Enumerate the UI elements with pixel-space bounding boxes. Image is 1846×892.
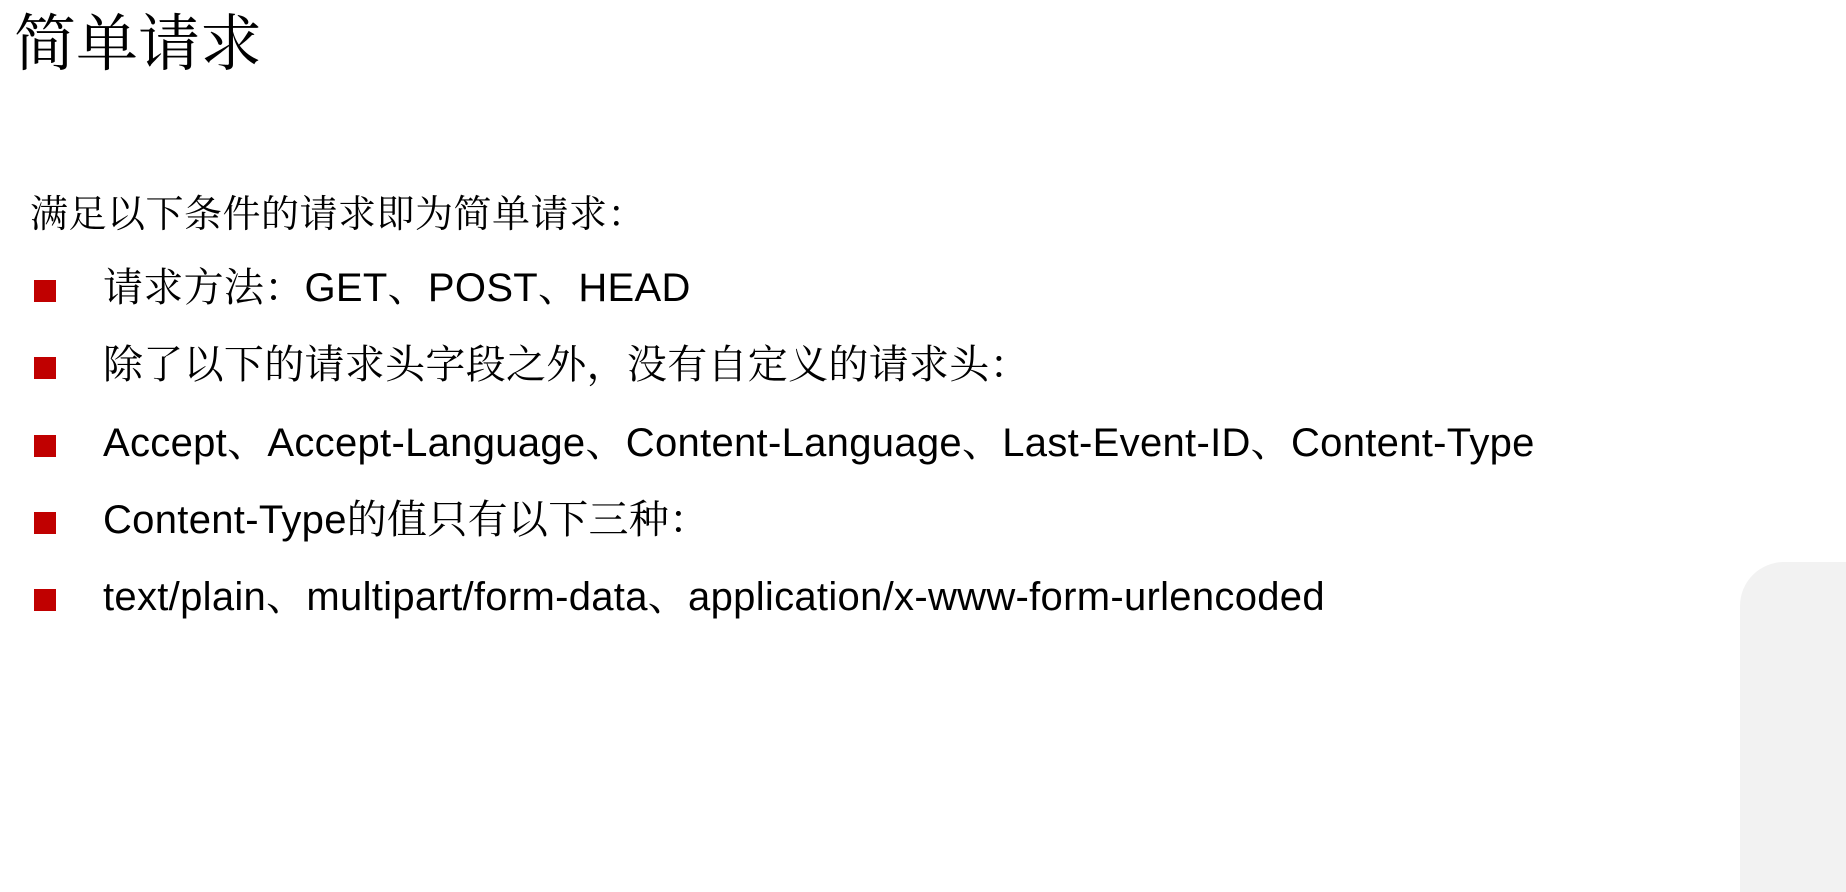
- list-item-label: Accept、Accept-Language、Content-Language、Last-Event-ID、Content-Type: [103, 420, 1535, 465]
- slide-body: [30, 190, 1820, 649]
- intro-text: 满足以下条件的请求即为简单请求：: [30, 194, 647, 236]
- list-item: [30, 495, 1820, 546]
- list-item-label: 除了以下的请求头字段之外，没有自定义的请求头：: [103, 343, 1030, 388]
- square-bullet-icon: [34, 280, 56, 302]
- square-bullet-icon: [34, 589, 56, 611]
- page-title: 简单请求: [14, 10, 263, 79]
- list-item-label: 请求方法：GET、POST、HEAD: [103, 266, 691, 311]
- list-item: [30, 263, 1820, 314]
- list-item: [30, 418, 1820, 469]
- bullet-list: [30, 263, 1820, 623]
- list-item-label: Content-Type的值只有以下三种：: [103, 497, 710, 542]
- list-item-label: text/plain、multipart/form-data、application/x-www-form-urlencoded: [103, 575, 1325, 620]
- square-bullet-icon: [34, 357, 56, 379]
- list-item: [30, 340, 1820, 391]
- square-bullet-icon: [34, 435, 56, 457]
- decorative-corner-shape: [1740, 562, 1846, 892]
- list-item: [30, 572, 1820, 623]
- square-bullet-icon: [34, 512, 56, 534]
